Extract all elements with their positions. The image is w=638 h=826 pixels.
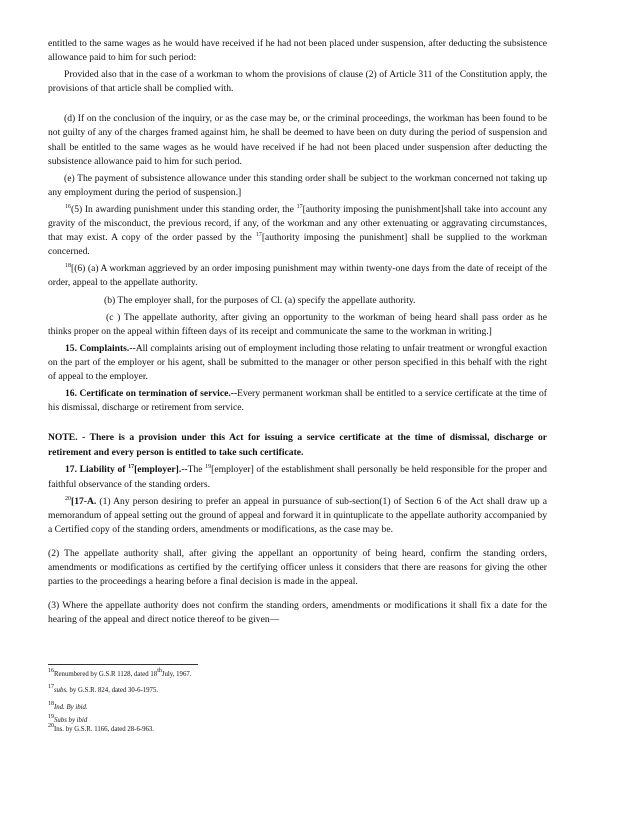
- footnote-ref: 19: [205, 464, 212, 471]
- footnote-ref: 18: [65, 263, 71, 270]
- paragraph-complaints: [48, 342, 547, 384]
- footnote-ref: 20: [65, 495, 71, 502]
- section-heading: 16. Certificate on termination of service.--: [65, 388, 238, 400]
- paragraph-proviso: Provided also that in the case of a workman to whom the provisions of clause (2) of Article 311 of the Constitution apply, the provisions of that article shall be complied with.: [48, 69, 547, 95]
- paragraph-wages: entitled to the same wages as he would have received if he had not been placed under suspension, after deducting the subsistence allowance paid to him for such period:: [48, 38, 547, 64]
- paragraph-certificate: [48, 387, 547, 415]
- text-run: [authority imposing the punishment] shall be supplied to the workman concerned.: [48, 232, 548, 258]
- footnote-text: July, 1967.: [161, 671, 192, 678]
- footnote-italic: subs.: [54, 687, 68, 694]
- footnote-17: [48, 686, 158, 695]
- paragraph-17a-2: (2) The appellate authority shall, after giving the appellant an opportunity of being heard, confirm the standing orders, amendments or modifications as certified by the certifying officer unless it considers that there are reasons for giving the other parties to the proceedings a hearing before a final decision is made in the appeal.: [48, 547, 547, 588]
- footnote-number: 16: [48, 668, 54, 674]
- paragraph-clause-6b: (b) The employer shall, for the purposes of Cl. (a) specify the appellate authority.: [104, 294, 416, 306]
- paragraph-clause-6a: [48, 262, 547, 290]
- section-heading: 15. Complaints.--: [65, 342, 136, 354]
- section-heading: [17-A.: [71, 495, 97, 507]
- footnote-text: Renumbered by G.S.R 1128, dated 18: [54, 671, 158, 678]
- paragraph-clause-5: [48, 203, 547, 259]
- footnote-ref: 17: [255, 232, 262, 239]
- paragraph-clause-d: (d) If on the conclusion of the inquiry, or as the case may be, or the criminal proceedings, the workman has been found to be not guilty of any of the charges framed against him, he shall be deemed to have been on duty during the period of suspension and shall be entitled to the same wages as he would have received if he had not been placed under suspension after deducting the subsistence allowance paid to him for such period.: [48, 113, 547, 167]
- footnote-number: 19: [48, 714, 54, 720]
- text-run: (5) In awarding punishment under this standing order, the: [71, 203, 297, 215]
- footnote-ref: 17: [128, 464, 135, 471]
- text-run: [authority imposing the punishment]shall take into account any gravity of the misconduct, the previous record, if any, of the workman and any other extenuating or aggravating circumstances, that may exist. A copy of the order passed by the: [48, 203, 548, 244]
- heading-run: [employer].--: [134, 464, 188, 476]
- paragraph-17a-3: (3) Where the appellate authority does not confirm the standing orders, amendments or modifications it shall fix a date for the hearing of the appeal and direct notice thereof to be given—: [48, 600, 547, 626]
- text-run: [(6) (a) A workman aggrieved by an order imposing punishment may within twenty-one days from the date of receipt of the order, appeal to the appellate authority.: [48, 263, 547, 289]
- note-paragraph: NOTE. - There is a provision under this Act for issuing a service certificate at the time of dismissal, discharge or retirement and every person is entitled to take such certificate.: [48, 432, 547, 458]
- paragraph-clause-6c: (c ) The appellate authority, after giving an opportunity to the workman of being heard shall pass order as he thinks proper on the appeal within fifteen days of its receipt and communicate the same to the workman in writing.]: [48, 311, 547, 337]
- footnote-number: 18: [48, 701, 54, 707]
- text-run: The: [187, 464, 206, 476]
- text-run: [employer] of the establishment shall personally be held responsible for the proper and faithful observance of the standing orders.: [48, 464, 547, 490]
- section-heading: [65, 464, 188, 475]
- footnote-number: 20: [48, 723, 54, 729]
- footnote-20: [48, 725, 154, 734]
- footnote-text: by G.S.R. 824, dated 30-6-1975.: [67, 687, 159, 694]
- footnote-number: 17: [48, 684, 54, 690]
- paragraph-liability: [48, 463, 547, 491]
- footnote-divider: [48, 664, 198, 665]
- footnote-italic: Subs by ibid: [54, 717, 88, 724]
- footnote-text: .: [85, 704, 88, 711]
- text-run: (1) Any person desiring to prefer an appeal in pursuance of sub-section(1) of Section 6 of the Act shall draw up a memorandum of appeal setting out the ground of appeal and forward it in quintuplicate to the appellate authority accompanied by a Certified copy of the standing orders, amendments or modifications, as the case may be.: [48, 495, 547, 535]
- footnote-ref: 17: [296, 203, 303, 210]
- paragraph-clause-e: (e) The payment of subsistence allowance under this standing order shall be subject to the workman concerned not taking up any employment during the period of suspension.]: [48, 172, 547, 198]
- footnote-18: [48, 703, 88, 712]
- heading-run: 17. Liability of: [65, 464, 129, 476]
- footnote-superscript: th: [157, 668, 162, 674]
- footnote-ref: 16: [65, 203, 71, 210]
- text-run: Every permanent workman shall be entitled to a service certificate at the time of his dismissal, discharge or retirement from service.: [48, 388, 547, 414]
- text-run: All complaints arising out of employment including those relating to unfair treatment or wrongful exaction on the part of the employer or his agent, shall be submitted to the manager or other person specified in this behalf with the right of appeal to the employer.: [48, 342, 547, 382]
- footnote-16: [48, 670, 191, 679]
- footnote-text: Ins. by G.S.R. 1166, dated 28-6-963.: [54, 726, 154, 733]
- paragraph-17a: [48, 495, 547, 537]
- footnote-italic: Ind. By ibid: [54, 704, 86, 711]
